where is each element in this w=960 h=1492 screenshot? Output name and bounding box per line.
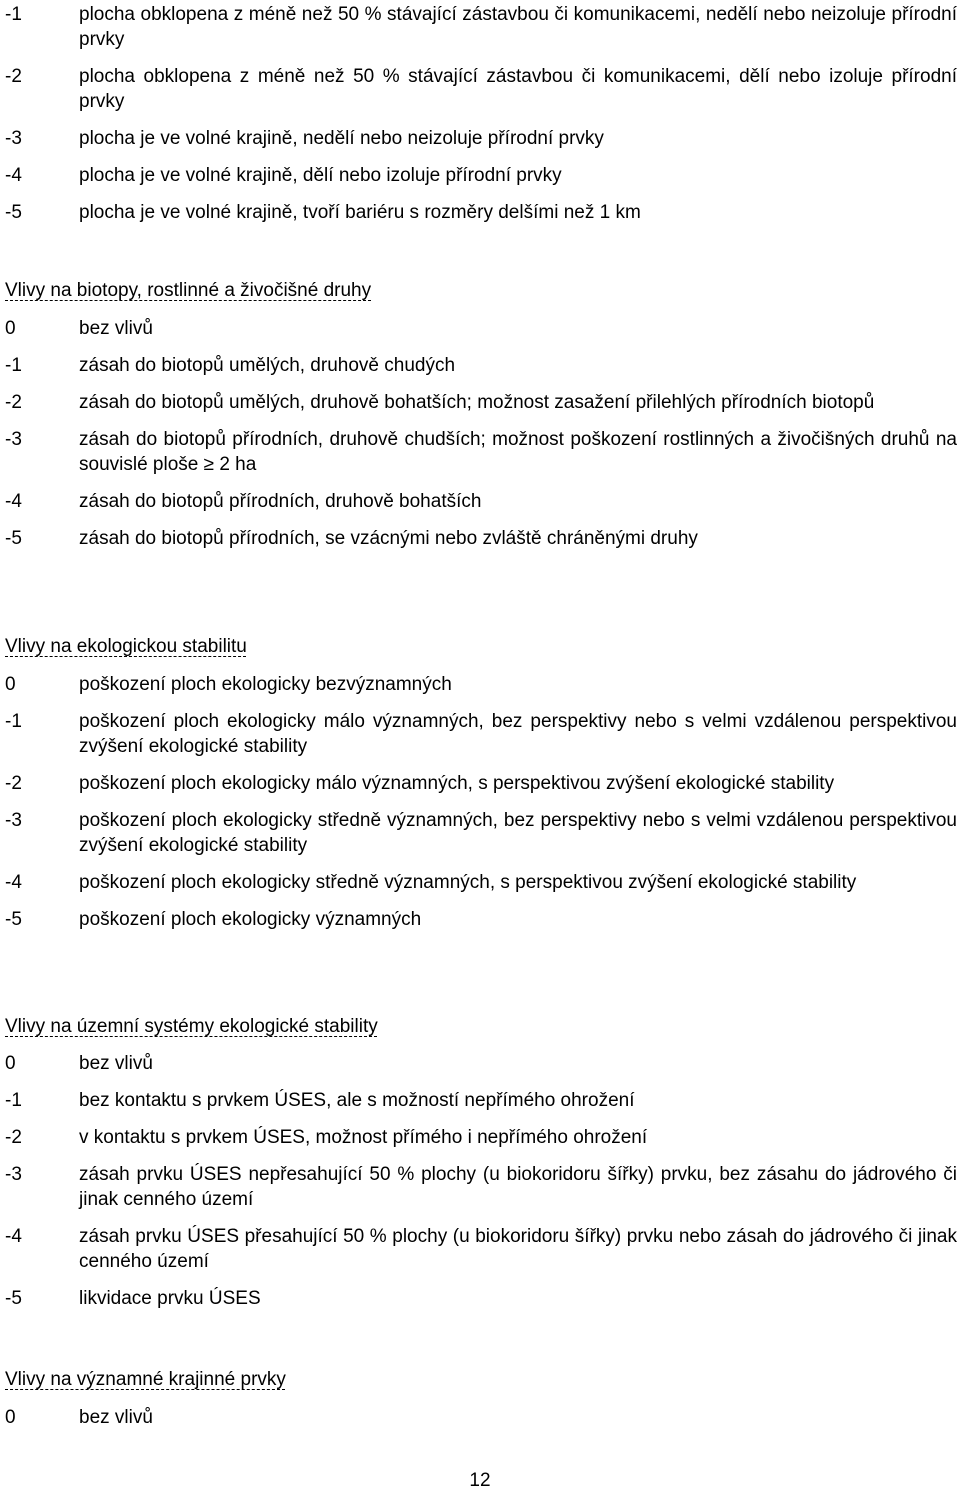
item-text: bez vlivů — [79, 1407, 153, 1428]
item-code: -3 — [5, 1164, 22, 1185]
list-item — [5, 709, 957, 759]
item-code: 0 — [5, 674, 16, 695]
item-text: poškození ploch ekologicky málo významných, s perspektivou zvýšení ekologické stability — [79, 773, 835, 794]
list-item — [5, 2, 957, 52]
item-code: -1 — [5, 711, 22, 732]
item-code: -4 — [5, 165, 22, 186]
item-code: -3 — [5, 429, 22, 450]
item-text: zásah do biotopů přírodních, druhově bohatších — [79, 491, 482, 512]
list-item — [5, 1125, 957, 1150]
list-item — [5, 163, 957, 188]
item-code: -2 — [5, 392, 22, 413]
item-code: -3 — [5, 810, 22, 831]
item-text: plocha je ve volné krajině, dělí nebo izoluje přírodní prvky — [79, 165, 562, 186]
item-code: -2 — [5, 1127, 22, 1148]
section-heading-biotopes: Vlivy na biotopy, rostlinné a živočišné druhy — [5, 280, 372, 301]
section-landscape-elements — [5, 1405, 957, 1442]
item-text: likvidace prvku ÚSES — [79, 1288, 261, 1309]
item-code: -5 — [5, 1288, 22, 1309]
list-item — [5, 1051, 957, 1076]
list-item — [5, 126, 957, 151]
item-code: 0 — [5, 318, 16, 339]
item-code: -4 — [5, 1226, 22, 1247]
section-barrier-effects — [5, 2, 957, 237]
item-text: plocha obklopena z méně než 50 % stávající zástavbou či komunikacemi, dělí nebo izoluje přírodní prvky — [79, 66, 957, 112]
list-item — [5, 808, 957, 858]
item-code: -1 — [5, 355, 22, 376]
list-item — [5, 526, 957, 551]
item-text: poškození ploch ekologicky málo významných, bez perspektivy nebo s velmi vzdálenou perspektivou zvýšení ekologické stability — [79, 711, 957, 757]
item-code: -4 — [5, 872, 22, 893]
list-item — [5, 1224, 957, 1274]
item-text: zásah prvku ÚSES přesahující 50 % plochy (u biokoridoru šířky) prvku nebo zásah do jádrového či jinak cenného území — [79, 1226, 957, 1272]
section-ecological-stability — [5, 672, 957, 944]
page-number: 12 — [469, 1470, 491, 1491]
list-item — [5, 390, 957, 415]
item-code: -4 — [5, 491, 22, 512]
item-code: -2 — [5, 773, 22, 794]
item-code: -5 — [5, 528, 22, 549]
item-code: -5 — [5, 909, 22, 930]
item-text: bez vlivů — [79, 1053, 153, 1074]
item-text: poškození ploch ekologicky významných — [79, 909, 422, 930]
list-item — [5, 1088, 957, 1113]
item-code: 0 — [5, 1053, 16, 1074]
list-item — [5, 1405, 957, 1430]
item-text: poškození ploch ekologicky středně významných, s perspektivou zvýšení ekologické stability — [79, 872, 857, 893]
list-item — [5, 427, 957, 477]
item-text: zásah do biotopů přírodních, druhově chudších; možnost poškození rostlinných a živočišných druhů na souvislé ploše ≥ 2 ha — [79, 429, 957, 475]
list-item — [5, 870, 957, 895]
item-code: -1 — [5, 1090, 22, 1111]
item-text: plocha je ve volné krajině, nedělí nebo neizoluje přírodní prvky — [79, 128, 604, 149]
item-text: bez vlivů — [79, 318, 153, 339]
list-item — [5, 200, 957, 225]
list-item — [5, 1286, 957, 1311]
list-item — [5, 672, 957, 697]
item-code: -2 — [5, 66, 22, 87]
section-heading-landscape-elements: Vlivy na významné krajinné prvky — [5, 1369, 286, 1390]
item-code: 0 — [5, 1407, 16, 1428]
list-item — [5, 771, 957, 796]
section-heading-uses: Vlivy na územní systémy ekologické stability — [5, 1016, 378, 1037]
section-heading-ecological-stability: Vlivy na ekologickou stabilitu — [5, 636, 247, 657]
item-text: bez kontaktu s prvkem ÚSES, ale s možností nepřímého ohrožení — [79, 1090, 635, 1111]
list-item — [5, 1162, 957, 1212]
item-code: -1 — [5, 4, 22, 25]
section-uses — [5, 1051, 957, 1323]
item-text: poškození ploch ekologicky středně významných, bez perspektivy nebo s velmi vzdálenou perspektivou zvýšení ekologické stability — [79, 810, 957, 856]
item-code: -5 — [5, 202, 22, 223]
item-text: plocha obklopena z méně než 50 % stávající zástavbou či komunikacemi, nedělí nebo neizoluje přírodní prvky — [79, 4, 957, 50]
item-text: zásah do biotopů umělých, druhově chudých — [79, 355, 456, 376]
item-text: zásah do biotopů přírodních, se vzácnými nebo zvláště chráněnými druhy — [79, 528, 698, 549]
item-code: -3 — [5, 128, 22, 149]
item-text: zásah prvku ÚSES nepřesahující 50 % plochy (u biokoridoru šířky) prvku, bez zásahu do jádrového či jinak cenného území — [79, 1164, 957, 1210]
list-item — [5, 353, 957, 378]
item-text: v kontaktu s prvkem ÚSES, možnost přímého i nepřímého ohrožení — [79, 1127, 648, 1148]
section-biotopes — [5, 316, 957, 563]
list-item — [5, 316, 957, 341]
item-text: plocha je ve volné krajině, tvoří bariéru s rozměry delšími než 1 km — [79, 202, 641, 223]
list-item — [5, 489, 957, 514]
item-text: poškození ploch ekologicky bezvýznamných — [79, 674, 452, 695]
list-item — [5, 64, 957, 114]
item-text: zásah do biotopů umělých, druhově bohatších; možnost zasažení přilehlých přírodních biotopů — [79, 392, 875, 413]
list-item — [5, 907, 957, 932]
